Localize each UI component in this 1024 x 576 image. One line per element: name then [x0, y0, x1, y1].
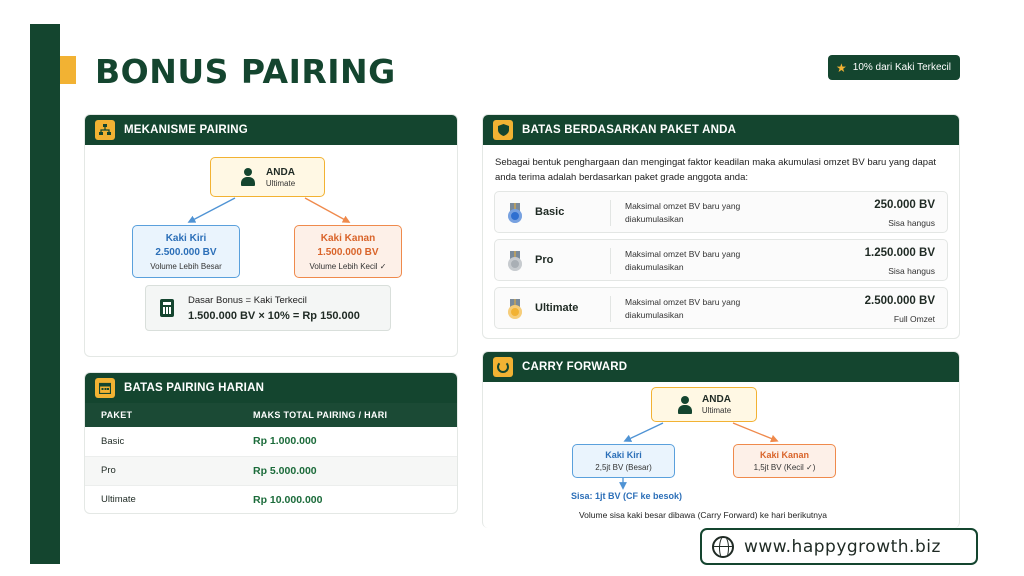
- left-leg-node: [132, 225, 240, 278]
- package-row-pro: [494, 239, 948, 281]
- person-icon: [240, 168, 256, 186]
- globe-icon: [712, 536, 734, 558]
- package-name: Basic: [535, 206, 565, 218]
- package-name: Ultimate: [535, 302, 579, 314]
- website-badge: [700, 528, 978, 565]
- column-header-max: MAKS TOTAL PAIRING / HARI: [253, 410, 388, 420]
- table-header-row: [85, 403, 457, 427]
- row-paket: Basic: [85, 427, 237, 456]
- row-max: Rp 5.000.000: [237, 456, 457, 485]
- package-note: Sisa hangus: [888, 218, 935, 228]
- carry-forward-arrows: [483, 352, 960, 528]
- medal-icon: [507, 203, 523, 223]
- you-node: [210, 157, 325, 197]
- package-description: Maksimal omzet BV baru yang diakumulasikan: [625, 201, 741, 224]
- cf-you-node-title: ANDA: [702, 394, 731, 405]
- cf-caption: Volume sisa kaki besar dibawa (Carry Forward) ke hari berikutnya: [578, 510, 827, 520]
- cf-left-leg-value: 2,5jt BV (Besar): [595, 463, 652, 472]
- cf-you-node-subtitle: Ultimate: [701, 406, 732, 415]
- mechanism-card-title: MEKANISME PAIRING: [124, 124, 248, 136]
- formula-box: [145, 285, 391, 331]
- left-leg-note: Volume Lebih Besar: [150, 262, 222, 271]
- calculator-icon: [160, 299, 174, 317]
- carry-forward-card-title: CARRY FORWARD: [522, 361, 628, 373]
- you-node-title: ANDA: [266, 166, 295, 178]
- right-leg-note: Volume Lebih Kecil ✓: [309, 262, 387, 271]
- table-row: [85, 427, 457, 456]
- page-title: BONUS PAIRING: [95, 52, 396, 91]
- left-leg-title: Kaki Kiri: [165, 233, 207, 244]
- left-accent-bar: [30, 24, 60, 564]
- carry-forward-card: [482, 351, 960, 528]
- cf-right-leg-title: Kaki Kanan: [759, 450, 810, 460]
- percentage-badge: [828, 55, 960, 80]
- table-row: [85, 456, 457, 485]
- package-name: Pro: [535, 254, 554, 266]
- cf-right-leg-node: [733, 444, 836, 478]
- cf-left-leg-node: [572, 444, 675, 478]
- package-limits-card-title: BATAS BERDASARKAN PAKET ANDA: [522, 124, 737, 136]
- right-leg-value: 1.500.000 BV: [317, 247, 379, 258]
- package-value: 250.000 BV: [874, 199, 935, 211]
- row-paket: Pro: [85, 456, 237, 485]
- package-limits-card: [482, 114, 960, 339]
- package-note: Sisa hangus: [888, 266, 935, 276]
- package-note: Full Omzet: [893, 314, 935, 324]
- formula-line-1: Dasar Bonus = Kaki Terkecil: [188, 294, 307, 306]
- person-icon: [677, 396, 693, 414]
- column-header-paket: PAKET: [101, 410, 133, 420]
- package-value: 1.250.000 BV: [864, 247, 935, 259]
- shield-icon: [493, 120, 513, 140]
- star-icon: ★: [836, 60, 847, 75]
- cf-left-leg-title: Kaki Kiri: [605, 450, 642, 460]
- row-paket: Ultimate: [85, 485, 237, 514]
- row-max: Rp 1.000.000: [237, 427, 457, 456]
- percentage-badge-label: 10% dari Kaki Terkecil: [852, 62, 951, 73]
- cf-you-node: [651, 387, 757, 422]
- right-leg-node: [294, 225, 402, 278]
- daily-limit-table: [85, 403, 457, 514]
- package-description: Maksimal omzet BV baru yang diakumulasikan: [625, 249, 741, 272]
- title-accent-bar: [60, 56, 76, 84]
- table-row: [85, 485, 457, 514]
- left-leg-value: 2.500.000 BV: [155, 247, 217, 258]
- package-value: 2.500.000 BV: [864, 295, 935, 307]
- package-row-basic: [494, 191, 948, 233]
- cf-right-leg-value: 1,5jt BV (Kecil ✓): [753, 463, 816, 472]
- medal-icon: [507, 299, 523, 319]
- package-limits-card-header: [483, 115, 959, 145]
- daily-limit-card-header: [85, 373, 457, 403]
- daily-limit-card: [84, 372, 458, 514]
- right-leg-title: Kaki Kanan: [320, 233, 376, 244]
- website-url: www.happygrowth.biz: [744, 536, 941, 557]
- medal-icon: [507, 251, 523, 271]
- calendar-icon: [95, 378, 115, 398]
- package-limits-intro: Sebagai bentuk penghargaan dan mengingat faktor keadilan maka akumulasi omzet BV baru yang dapat anda terima adalah berdasarkan paket grade anggota anda:: [495, 157, 936, 183]
- you-node-subtitle: Ultimate: [265, 178, 296, 188]
- formula-line-2: 1.500.000 BV × 10% = Rp 150.000: [188, 309, 360, 322]
- daily-limit-card-title: BATAS PAIRING HARIAN: [124, 382, 265, 394]
- mechanism-card: [84, 114, 458, 357]
- package-row-ultimate: [494, 287, 948, 329]
- package-description: Maksimal omzet BV baru yang diakumulasikan: [625, 297, 741, 320]
- cf-remainder: Sisa: 1jt BV (CF ke besok): [571, 491, 683, 501]
- row-max: Rp 10.000.000: [237, 485, 457, 514]
